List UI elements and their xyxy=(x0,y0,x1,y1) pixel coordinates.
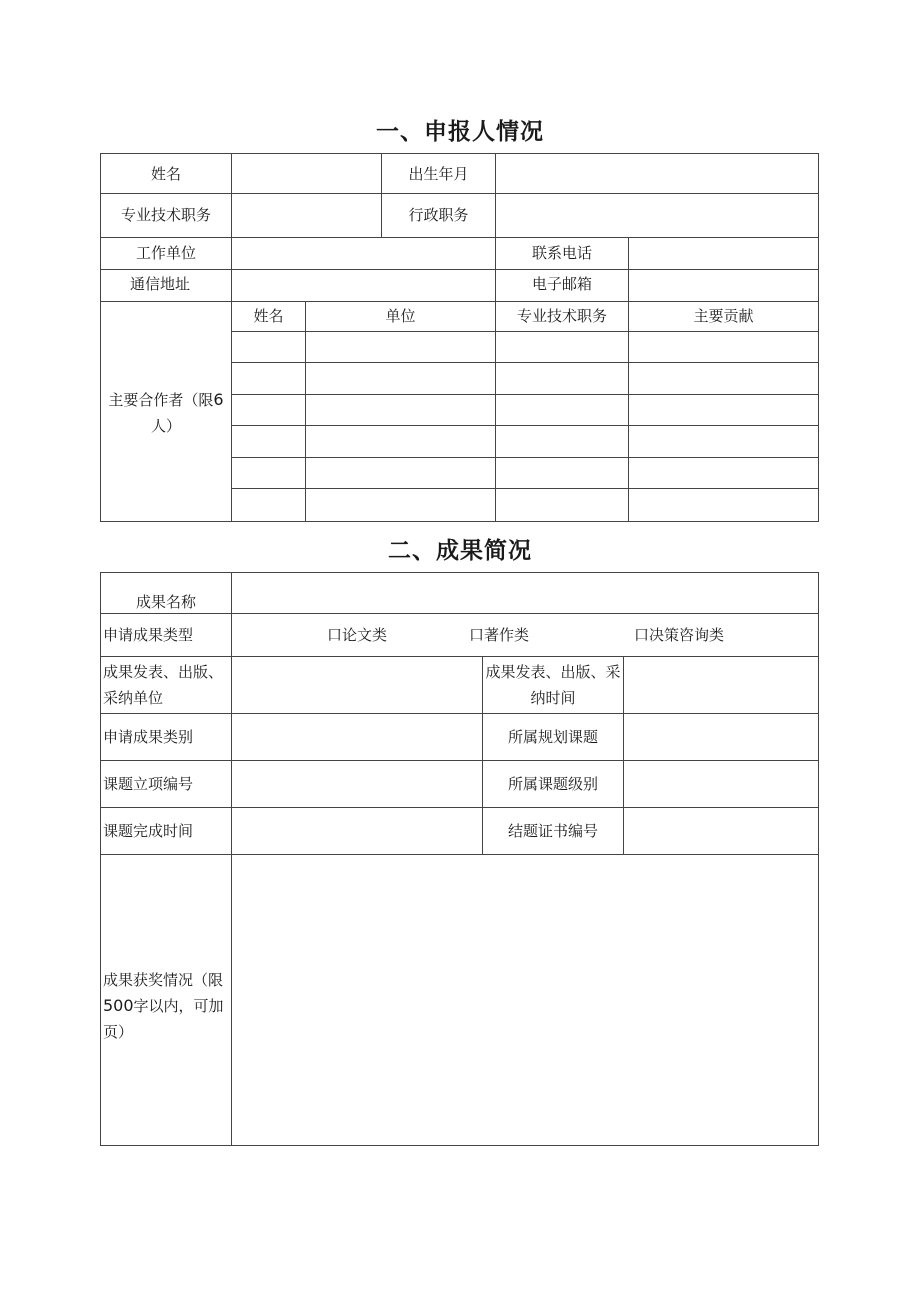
certificate-label: 结题证书编号 xyxy=(507,822,598,840)
address-field[interactable] xyxy=(232,270,495,301)
type-option-paper[interactable]: 口论文类 xyxy=(327,626,388,644)
email-field[interactable] xyxy=(629,270,818,301)
admin-title-field[interactable] xyxy=(496,194,818,237)
category-field[interactable] xyxy=(232,714,482,760)
publish-time-label: 成果发表、出版、采纳时间 xyxy=(485,663,621,707)
project-no-field[interactable] xyxy=(232,761,482,807)
result-name-field[interactable] xyxy=(232,573,818,613)
project-level-label: 所属课题级别 xyxy=(507,775,598,793)
result-name-label: 成果名称 xyxy=(135,593,196,611)
prof-title-label: 专业技术职务 xyxy=(120,206,211,224)
section-title-applicant: 一、申报人情况 xyxy=(376,119,544,145)
collaborators-label: 主要合作者（限6人） xyxy=(108,390,224,435)
work-unit-field[interactable] xyxy=(232,238,495,269)
results-table xyxy=(100,572,819,1146)
applicant-table xyxy=(100,153,819,522)
admin-title-label: 行政职务 xyxy=(408,206,469,224)
awards-label: 成果获奖情况（限500字以内，可加页） xyxy=(103,971,224,1041)
awards-field[interactable] xyxy=(232,855,818,1145)
name-label: 姓名 xyxy=(150,165,181,183)
finish-time-field[interactable] xyxy=(232,808,482,854)
certificate-field[interactable] xyxy=(624,808,818,854)
finish-time-label: 课题完成时间 xyxy=(103,822,194,840)
plan-project-field[interactable] xyxy=(624,714,818,760)
publish-unit-label: 成果发表、出版、采纳单位 xyxy=(103,663,224,707)
type-option-consulting[interactable]: 口决策咨询类 xyxy=(634,626,725,644)
birth-label: 出生年月 xyxy=(408,165,469,183)
prof-title-field[interactable] xyxy=(232,194,381,237)
collab-header-unit: 单位 xyxy=(385,307,416,325)
project-level-field[interactable] xyxy=(624,761,818,807)
work-unit-label: 工作单位 xyxy=(135,244,196,262)
publish-time-field[interactable] xyxy=(624,657,818,713)
phone-field[interactable] xyxy=(629,238,818,269)
collaborators-entry-area[interactable] xyxy=(232,332,818,521)
collab-header-name: 姓名 xyxy=(253,307,284,325)
publish-unit-field[interactable] xyxy=(232,657,482,713)
plan-project-label: 所属规划课题 xyxy=(507,728,598,746)
collab-header-title: 专业技术职务 xyxy=(516,307,607,325)
email-label: 电子邮箱 xyxy=(531,275,592,293)
address-label: 通信地址 xyxy=(129,275,190,293)
result-type-label: 申请成果类型 xyxy=(103,626,194,644)
category-label: 申请成果类别 xyxy=(103,728,194,746)
collab-header-contribution: 主要贡献 xyxy=(693,307,754,325)
section-title-results: 二、成果简况 xyxy=(388,538,532,564)
project-no-label: 课题立项编号 xyxy=(103,775,194,793)
birth-field[interactable] xyxy=(496,154,818,193)
type-option-book[interactable]: 口著作类 xyxy=(469,626,530,644)
name-field[interactable] xyxy=(232,154,381,193)
phone-label: 联系电话 xyxy=(531,244,592,262)
